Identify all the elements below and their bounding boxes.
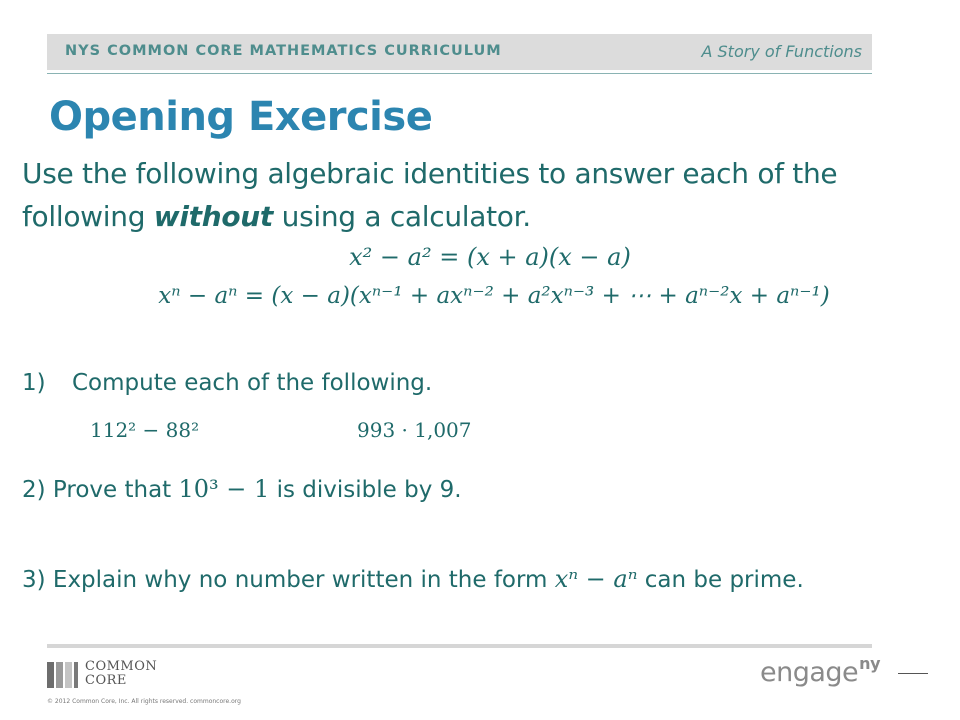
logo-line-2: CORE bbox=[85, 673, 127, 688]
footer-divider bbox=[47, 644, 872, 648]
curriculum-label: NYS COMMON CORE MATHEMATICS CURRICULUM bbox=[65, 43, 502, 59]
identity-difference-of-squares: x² − a² = (x + a)(x − a) bbox=[349, 243, 631, 271]
question-3-suffix: can be prime. bbox=[637, 567, 804, 593]
logo-bar-icon bbox=[74, 662, 78, 688]
intro-text-start: Use the following algebraic identities to answer each of the following bbox=[22, 157, 838, 233]
engage-brand-superscript: ny bbox=[859, 654, 880, 673]
question-3-expression: xⁿ − aⁿ bbox=[554, 565, 638, 593]
question-1-part-a: 112² − 88² bbox=[90, 418, 200, 442]
engage-ny-logo bbox=[760, 654, 880, 688]
logo-text bbox=[85, 660, 157, 688]
intro-emphasis: without bbox=[153, 200, 274, 233]
header-bar bbox=[47, 34, 872, 70]
question-3-prefix: 3) Explain why no number written in the form bbox=[22, 567, 555, 593]
question-3 bbox=[22, 565, 804, 593]
footer-accent-line bbox=[898, 673, 928, 674]
question-1-text: Compute each of the following. bbox=[72, 370, 433, 396]
engage-brand: engage bbox=[760, 657, 859, 688]
question-2-suffix: is divisible by 9. bbox=[269, 477, 462, 503]
question-1 bbox=[22, 370, 432, 396]
question-2-expression: 10³ − 1 bbox=[178, 475, 270, 503]
header-divider bbox=[47, 73, 872, 74]
identity-difference-of-powers: xⁿ − aⁿ = (x − a)(xⁿ⁻¹ + axⁿ⁻² + a²xⁿ⁻³ + ⋯ + aⁿ⁻²x + aⁿ⁻¹) bbox=[158, 283, 830, 309]
copyright-notice: © 2012 Common Core, Inc. All rights reserved. commoncore.org bbox=[47, 698, 241, 705]
intro-text-end: using a calculator. bbox=[273, 200, 531, 233]
question-2 bbox=[22, 475, 462, 503]
common-core-logo bbox=[47, 660, 177, 690]
logo-bar-icon bbox=[47, 662, 54, 688]
question-1-number: 1) bbox=[22, 370, 46, 396]
logo-line-1: COMMON bbox=[85, 659, 158, 674]
question-2-prefix: 2) Prove that bbox=[22, 477, 179, 503]
logo-bar-icon bbox=[56, 662, 63, 688]
intro-paragraph bbox=[22, 152, 942, 238]
module-label: A Story of Functions bbox=[701, 42, 862, 61]
page-title: Opening Exercise bbox=[49, 94, 433, 140]
logo-bar-icon bbox=[65, 662, 72, 688]
question-1-part-b: 993 · 1,007 bbox=[357, 418, 472, 442]
